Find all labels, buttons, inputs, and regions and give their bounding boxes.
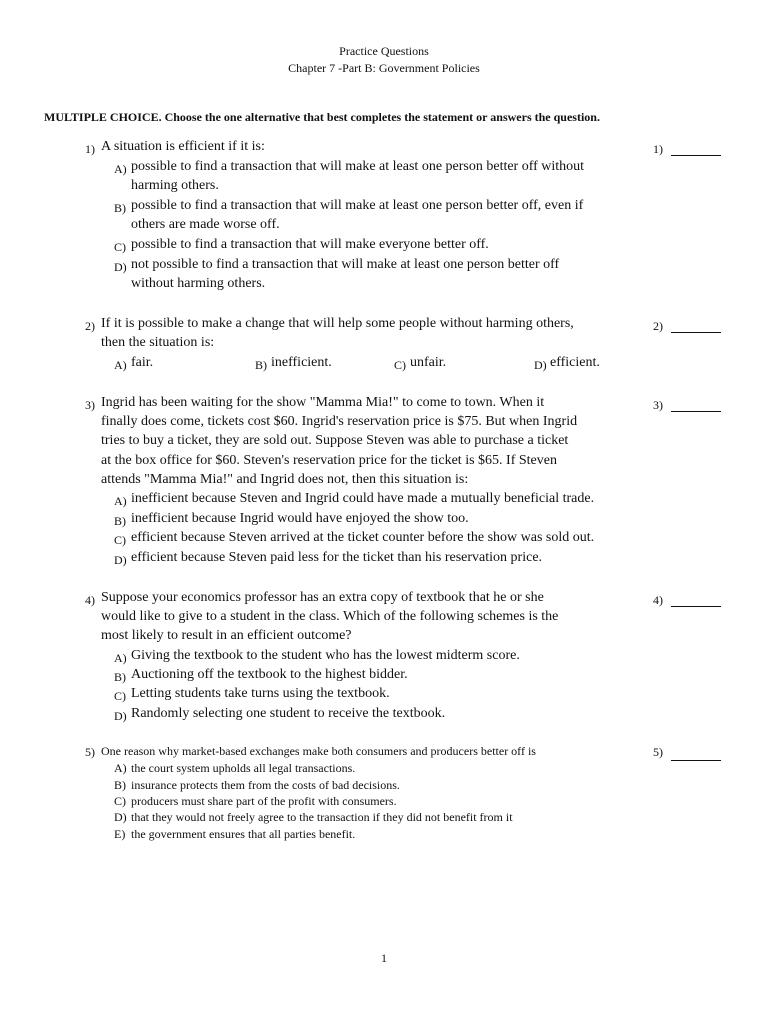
option-text: fair. [131,355,154,370]
option-letter: A) [114,651,127,665]
question-number: 3) [85,398,95,412]
option-letter: B) [114,201,126,215]
option-letter: C) [114,689,126,703]
option-letter: C) [114,240,126,254]
option-text: Giving the textbook to the student who has the lowest midterm score. [131,648,520,663]
option-letter: D) [114,260,127,274]
question-stem: most likely to result in an efficient outcome? [101,628,352,643]
answer-blank[interactable] [671,760,721,761]
answer-number: 3) [653,398,663,412]
question-stem: If it is possible to make a change that will help some people without harming others, [101,316,574,331]
option-text: possible to find a transaction that will make everyone better off. [131,237,489,252]
option-text: that they would not freely agree to the transaction if they did not benefit from it [131,810,513,824]
option-text: others are made worse off. [131,217,280,232]
option-letter: A) [114,761,127,775]
option-text: Randomly selecting one student to receive the textbook. [131,706,446,721]
option-text: inefficient because Steven and Ingrid could have made a mutually beneficial trade. [131,491,595,506]
option-letter: A) [114,162,127,176]
document-title: Practice Questions [339,44,429,58]
option-letter: D) [114,553,127,567]
answer-blank[interactable] [671,606,721,607]
question-stem: would like to give to a student in the class. Which of the following schemes is the [101,609,559,624]
answer-number: 5) [653,745,663,759]
answer-number: 1) [653,142,663,156]
option-text: not possible to find a transaction that will make at least one person better off [131,257,560,272]
question-number: 5) [85,745,95,759]
option-letter: B) [114,670,126,684]
option-text: unfair. [410,355,447,370]
answer-blank[interactable] [671,332,721,333]
question-stem: tries to buy a ticket, they are sold out. Suppose Steven was able to purchase a ticket [101,433,569,448]
option-text: inefficient because Ingrid would have enjoyed the show too. [131,511,469,526]
option-letter: B) [114,514,126,528]
option-letter: D) [114,810,127,824]
answer-number: 4) [653,593,663,607]
option-text: the court system upholds all legal transactions. [131,761,356,775]
option-text: efficient because Steven paid less for the ticket than his reservation price. [131,550,543,565]
question-stem: Suppose your economics professor has an extra copy of textbook that he or she [101,590,544,605]
option-letter: A) [114,494,127,508]
question-stem: One reason why market-based exchanges make both consumers and producers better off is [101,744,536,758]
question-number: 2) [85,319,95,333]
option-letter: D) [114,709,127,723]
option-text: Letting students take turns using the textbook. [131,686,390,701]
instructions: MULTIPLE CHOICE. Choose the one alternative that best completes the statement or answers the question. [44,110,600,124]
question-stem: then the situation is: [101,335,215,350]
option-letter: C) [394,358,406,372]
page-number: 1 [381,951,387,965]
option-letter: D) [534,358,547,372]
option-letter: A) [114,358,127,372]
option-text: possible to find a transaction that will make at least one person better off, even if [131,198,584,213]
option-text: possible to find a transaction that will make at least one person better off without [131,159,585,174]
option-text: Auctioning off the textbook to the highest bidder. [131,667,408,682]
question-stem: attends "Mamma Mia!" and Ingrid does not, then this situation is: [101,472,469,487]
option-text: without harming others. [131,276,266,291]
option-text: efficient because Steven arrived at the ticket counter before the show was sold out. [131,530,595,545]
option-letter: E) [114,827,126,841]
question-number: 4) [85,593,95,607]
option-text: efficient. [550,355,600,370]
question-stem: A situation is efficient if it is: [101,139,265,154]
option-text: harming others. [131,178,219,193]
question-stem: Ingrid has been waiting for the show "Mamma Mia!" to come to town. When it [101,395,545,410]
answer-number: 2) [653,319,663,333]
option-letter: B) [255,358,267,372]
option-text: producers must share part of the profit with consumers. [131,794,397,808]
answer-blank[interactable] [671,411,721,412]
option-text: the government ensures that all parties benefit. [131,827,356,841]
question-number: 1) [85,142,95,156]
option-letter: C) [114,533,126,547]
option-letter: C) [114,794,126,808]
question-stem: at the box office for $60. Steven's reservation price for the ticket is $65. If Steven [101,453,557,468]
question-stem: finally does come, tickets cost $60. Ingrid's reservation price is $75. But when Ingrid [101,414,578,429]
option-letter: B) [114,778,126,792]
option-text: inefficient. [271,355,332,370]
document-subtitle: Chapter 7 -Part B: Government Policies [288,61,480,75]
answer-blank[interactable] [671,155,721,156]
option-text: insurance protects them from the costs of bad decisions. [131,778,400,792]
